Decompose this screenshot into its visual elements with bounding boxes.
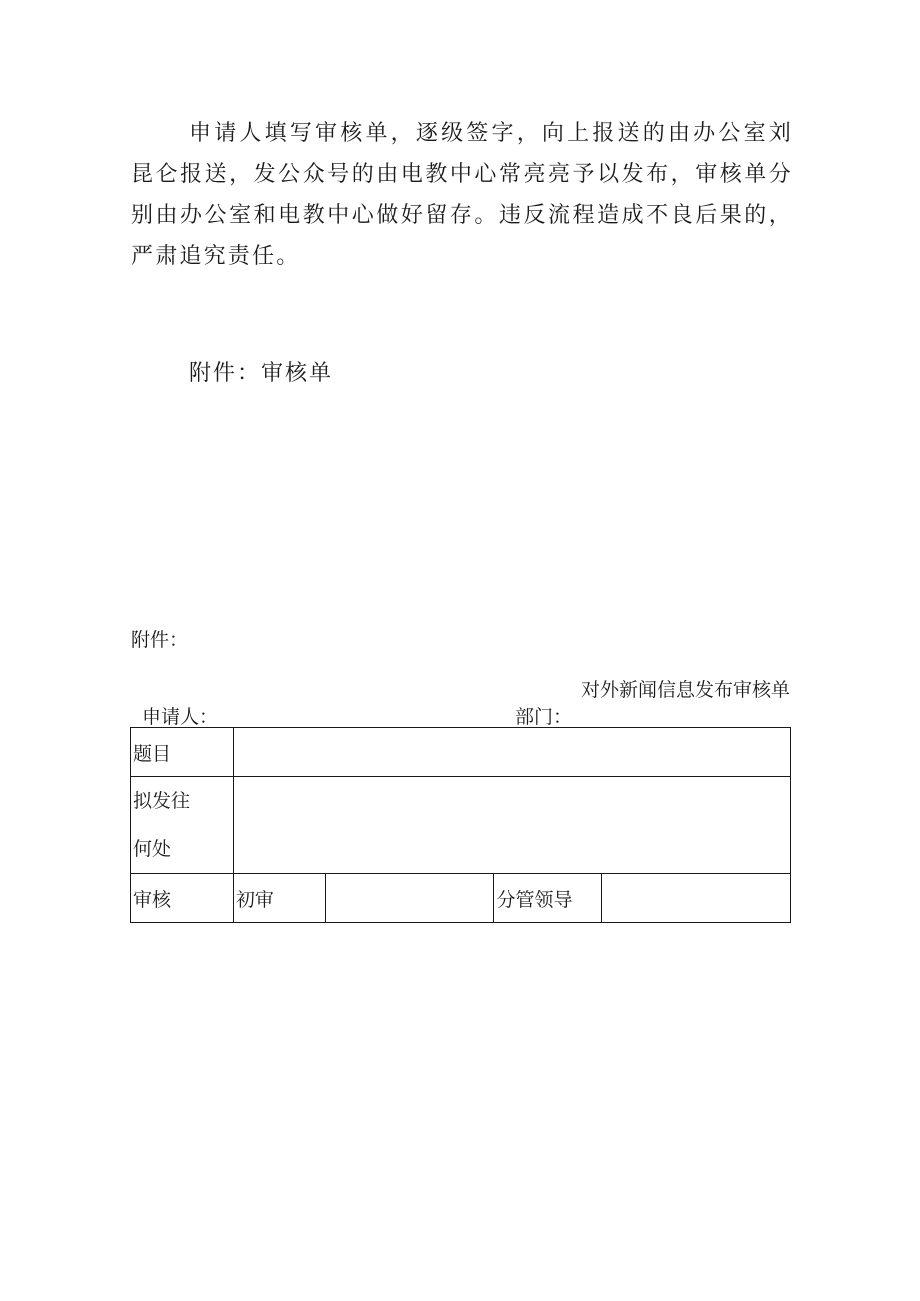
destination-label-line2: 何处 [133,838,172,860]
department-label: 部门： [515,706,573,728]
form-title: 对外新闻信息发布审核单 [580,679,790,701]
attachment-label: 附件： [131,629,189,651]
review-form-table [130,727,791,923]
notice-paragraph: 申请人填写审核单，逐级签字，向上报送的由办公室刘昆仑报送，发公众号的由电教中心常亮亮予以发布，审核单分别由办公室和电教中心做好留存。违反流程造成不良后果的，严肃追究责任。 [131,121,793,269]
table-row-subject [131,728,791,777]
destination-field[interactable] [233,777,790,874]
supervisor-label: 分管领导 [494,874,602,923]
subject-label: 题目 [131,728,234,777]
supervisor-field[interactable] [602,874,791,923]
destination-label-cell [131,777,234,874]
initial-review-label: 初审 [233,874,325,923]
attachment-line: 附件：审核单 [189,361,334,386]
subject-field[interactable] [233,728,790,777]
destination-label-line1: 拟发往 [133,790,191,812]
table-row-review [131,874,791,923]
initial-review-field[interactable] [325,874,494,923]
applicant-label: 申请人： [142,706,219,728]
table-row-destination [131,777,791,874]
review-label: 审核 [131,874,234,923]
